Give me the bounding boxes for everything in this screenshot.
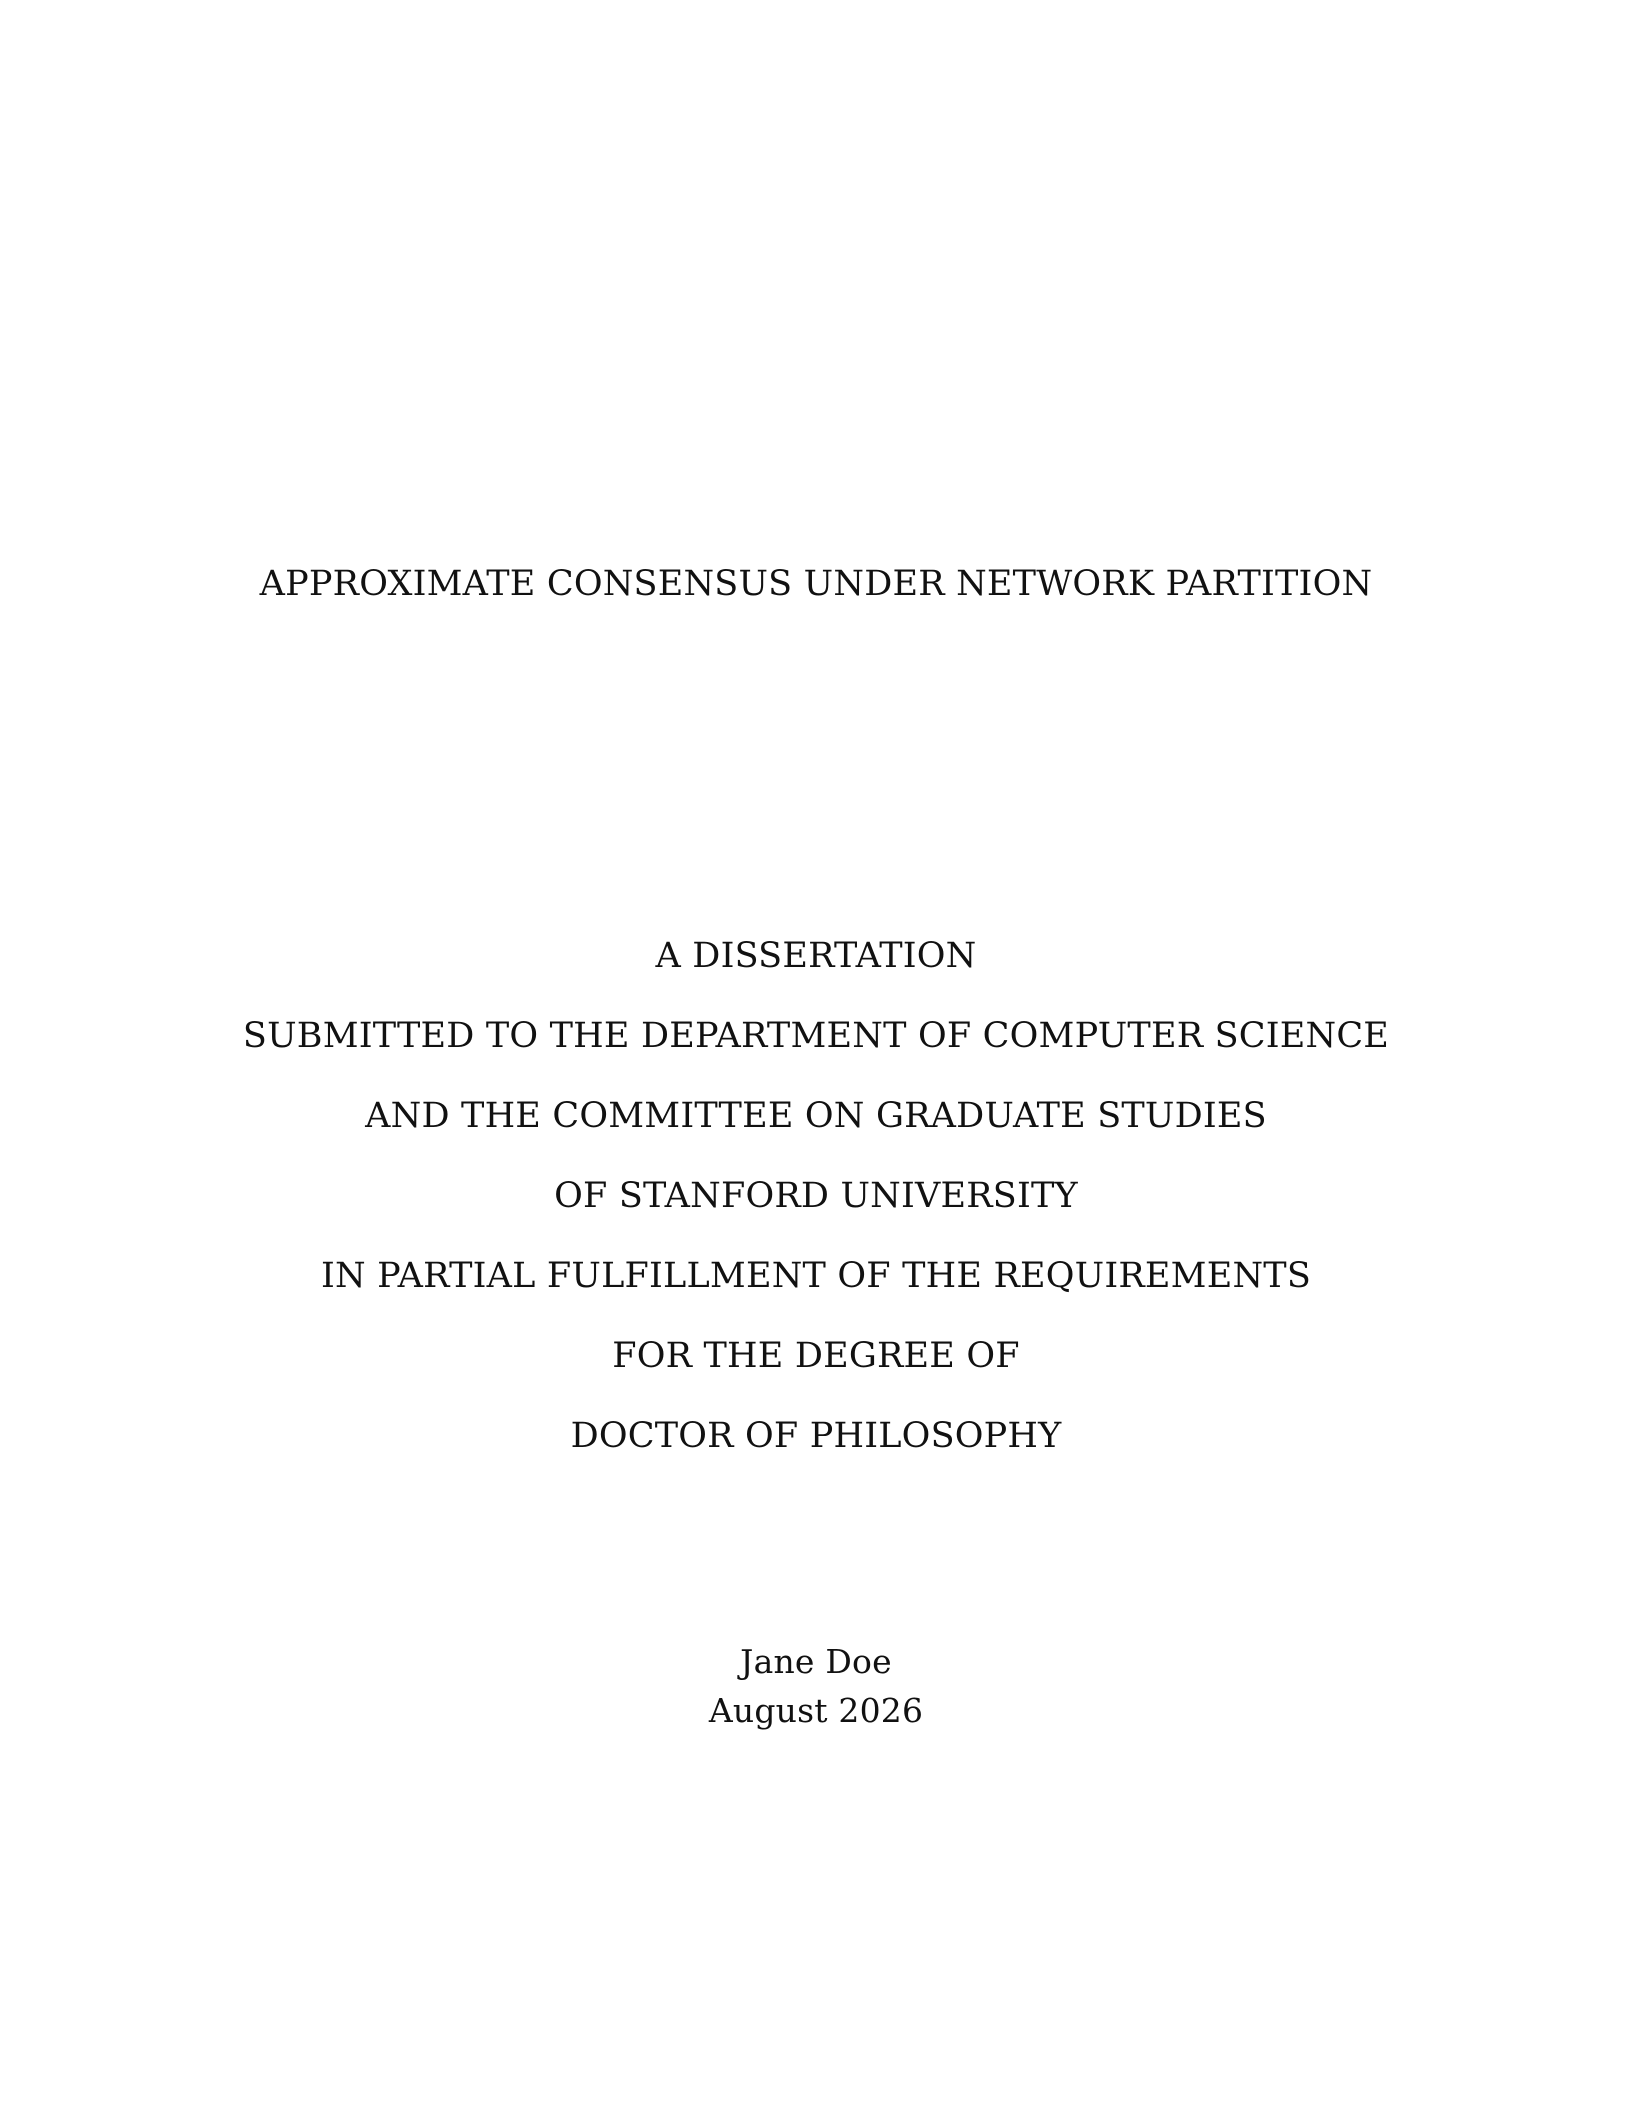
statement-line: OF STANFORD UNIVERSITY — [554, 1176, 1078, 1216]
dissertation-title: APPROXIMATE CONSENSUS UNDER NETWORK PARTITION — [259, 564, 1373, 604]
statement-line: A DISSERTATION — [655, 936, 977, 976]
statement-line: IN PARTIAL FULFILLMENT OF THE REQUIREMENTS — [320, 1256, 1312, 1296]
statement-line: DOCTOR OF PHILOSOPHY — [570, 1416, 1062, 1456]
submission-date: August 2026 — [708, 1691, 924, 1730]
statement-line: FOR THE DEGREE OF — [612, 1336, 1020, 1376]
statement-line: SUBMITTED TO THE DEPARTMENT OF COMPUTER SCIENCE — [242, 1016, 1390, 1056]
author-name: Jane Doe — [740, 1642, 892, 1681]
submission-statement — [0, 916, 1632, 1476]
statement-line: AND THE COMMITTEE ON GRADUATE STUDIES — [365, 1096, 1267, 1136]
